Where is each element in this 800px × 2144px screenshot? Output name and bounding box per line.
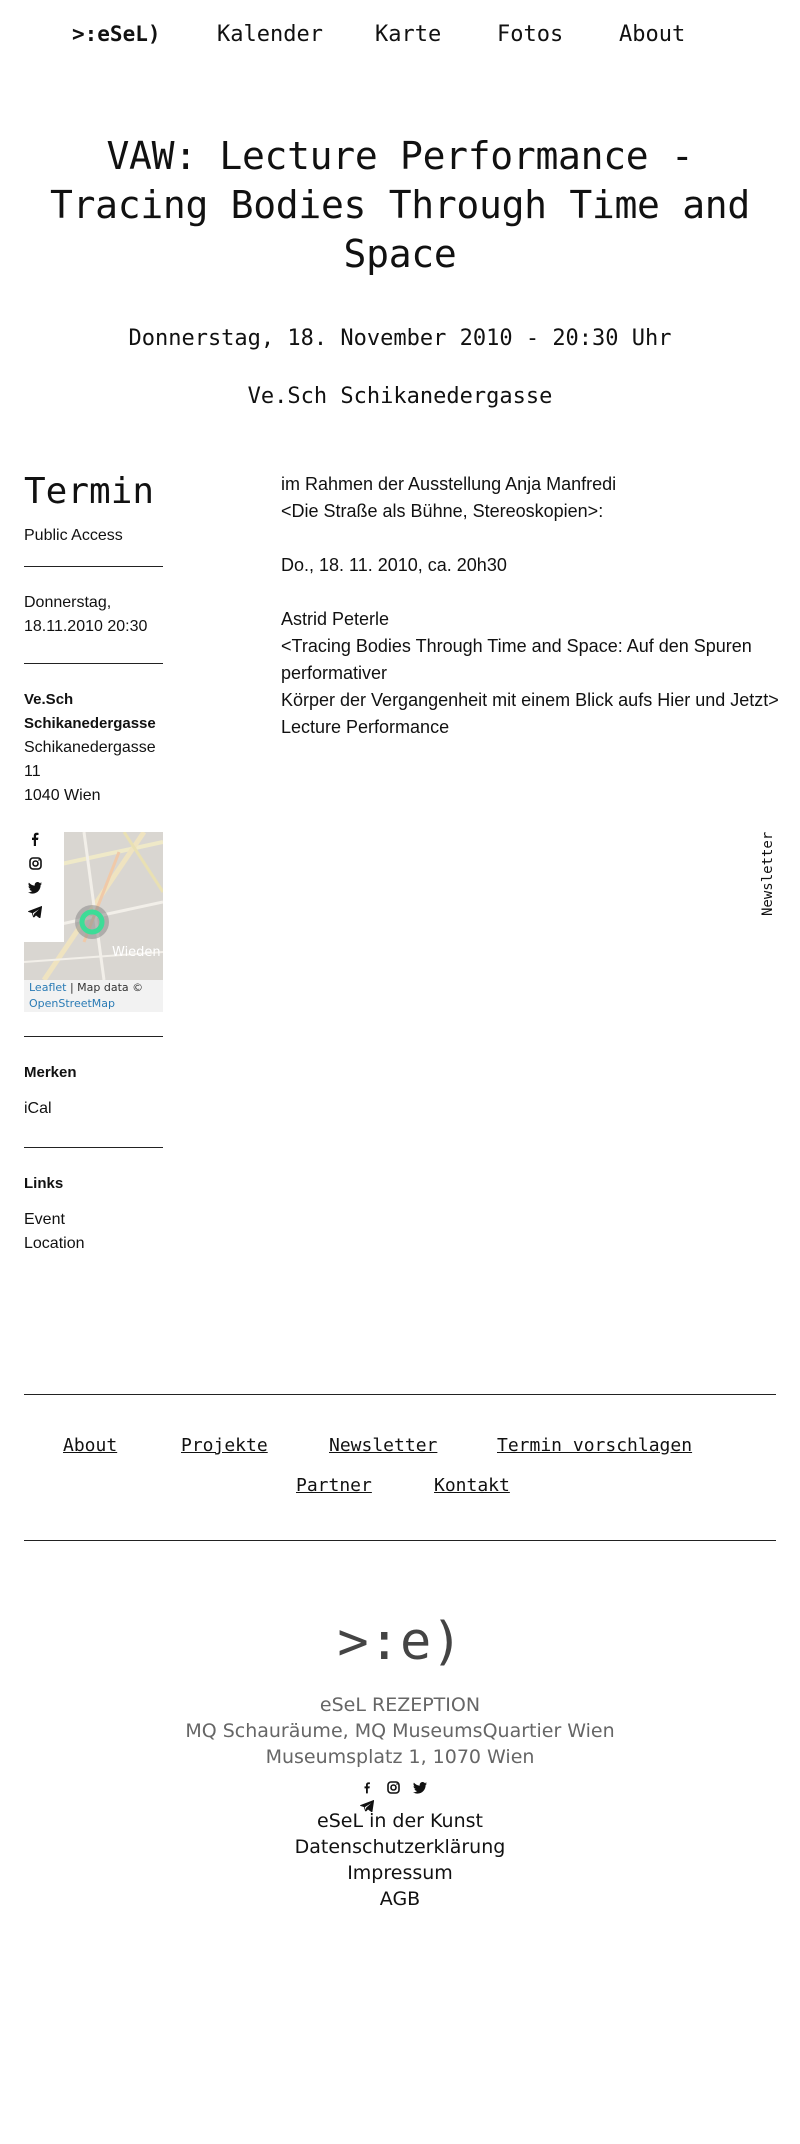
map-attribution xyxy=(24,980,163,1012)
footer-link-agb[interactable]: AGB xyxy=(379,1888,421,1910)
divider xyxy=(24,1147,163,1148)
event-date: Donnerstag, 18. November 2010 - 20:30 Uhr xyxy=(128,326,672,351)
event-link[interactable]: Event xyxy=(24,1211,65,1228)
facebook-icon[interactable] xyxy=(356,1781,378,1797)
footer-logo[interactable]: >:e) xyxy=(337,1612,463,1672)
footer-link-datenschutz[interactable]: Datenschutzerklärung xyxy=(294,1836,506,1858)
access-label: Public Access xyxy=(24,527,123,544)
facebook-icon[interactable] xyxy=(26,832,44,850)
footer-divider xyxy=(24,1540,776,1541)
event-datetime xyxy=(24,591,163,639)
divider xyxy=(24,1036,163,1037)
links-heading: Links xyxy=(24,1175,64,1192)
newsletter-tab[interactable]: Newsletter xyxy=(760,831,776,916)
description-spacer xyxy=(281,579,781,606)
location-link[interactable]: Location xyxy=(24,1235,85,1252)
osm-link[interactable]: OpenStreetMap xyxy=(29,997,116,1010)
footer-link-impressum[interactable]: Impressum xyxy=(347,1862,453,1884)
divider xyxy=(24,663,163,664)
description-line: Astrid Peterle xyxy=(281,609,390,629)
venue-city: 1040 Wien xyxy=(24,787,101,804)
description-spacer xyxy=(281,525,781,552)
nav-item-fotos[interactable]: Fotos xyxy=(497,22,564,47)
description-line: Lecture Performance xyxy=(281,717,450,737)
twitter-icon[interactable] xyxy=(26,880,44,898)
footer-link-esel-in-der-kunst[interactable]: eSeL in der Kunst xyxy=(317,1810,483,1832)
footer-org: eSeL REZEPTION xyxy=(319,1694,481,1716)
description-line: <Tracing Bodies Through Time and Space: Auf den Spuren performativer xyxy=(281,636,752,683)
leaflet-link[interactable]: Leaflet xyxy=(29,981,67,994)
ical-link[interactable]: iCal xyxy=(24,1100,52,1117)
footer-address1: MQ Schauräume, MQ MuseumsQuartier Wien xyxy=(185,1720,615,1742)
description-line: Körper der Vergangenheit mit einem Blick aufs Hier und Jetzt> xyxy=(281,690,779,710)
event-description xyxy=(281,471,781,741)
nav-item-karte[interactable]: Karte xyxy=(375,22,442,47)
footer-link-newsletter[interactable]: Newsletter xyxy=(329,1435,438,1456)
twitter-icon[interactable] xyxy=(409,1781,431,1797)
venue-street: Schikanedergasse 11 xyxy=(24,739,156,780)
venue-block xyxy=(24,688,163,808)
telegram-icon[interactable] xyxy=(26,904,44,922)
footer-legal-links xyxy=(0,1808,800,1912)
venue-name[interactable]: Ve.Sch Schikanedergasse xyxy=(24,691,156,732)
footer-social xyxy=(356,1781,446,1801)
instagram-icon[interactable] xyxy=(382,1781,404,1797)
footer-link-kontakt[interactable]: Kontakt xyxy=(434,1475,510,1496)
attribution-text: | Map data © xyxy=(66,981,144,994)
event-header xyxy=(40,132,760,412)
nav-item-kalender[interactable]: Kalender xyxy=(217,22,323,47)
description-line: <Die Straße als Bühne, Stereoskopien>: xyxy=(281,501,604,521)
instagram-icon[interactable] xyxy=(26,856,44,874)
sidebar-heading: Termin xyxy=(24,471,155,512)
map-district-label: Wieden xyxy=(112,945,161,960)
footer-link-projekte[interactable]: Projekte xyxy=(181,1435,268,1456)
merken-heading: Merken xyxy=(24,1064,77,1081)
datetime-line: 18.11.2010 20:30 xyxy=(24,618,148,635)
nav-item-about[interactable]: About xyxy=(619,22,686,47)
event-sidebar xyxy=(24,470,163,808)
site-logo[interactable]: >:eSeL) xyxy=(72,22,161,46)
divider xyxy=(24,566,163,567)
footer-address2: Museumsplatz 1, 1070 Wien xyxy=(265,1746,535,1768)
description-line: im Rahmen der Ausstellung Anja Manfredi xyxy=(281,474,617,494)
footer-link-about[interactable]: About xyxy=(63,1435,118,1456)
datetime-line: Donnerstag, xyxy=(24,594,112,611)
event-title: VAW: Lecture Performance - Tracing Bodies Through Time and Space xyxy=(50,134,750,276)
footer-divider xyxy=(24,1394,776,1395)
share-bar xyxy=(24,832,64,942)
top-nav xyxy=(0,0,800,72)
footer-link-partner[interactable]: Partner xyxy=(296,1475,372,1496)
description-line: Do., 18. 11. 2010, ca. 20h30 xyxy=(281,555,507,575)
footer-link-termin-vorschlagen[interactable]: Termin vorschlagen xyxy=(497,1435,693,1456)
event-location: Ve.Sch Schikanedergasse xyxy=(247,384,553,409)
sidebar-lower xyxy=(24,1036,163,1256)
